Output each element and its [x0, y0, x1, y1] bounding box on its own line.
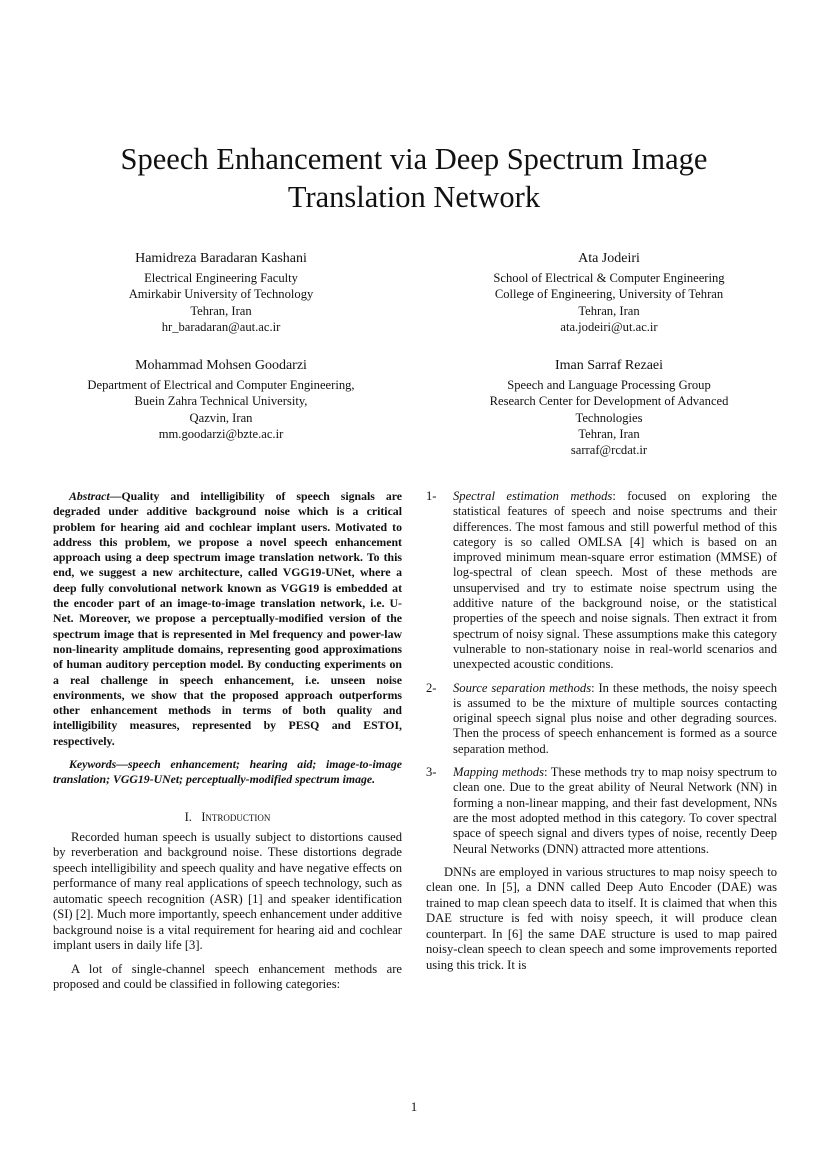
- author-affiliation: Speech and Language Processing Group: [507, 378, 711, 393]
- author-email: ata.jodeiri@ut.ac.ir: [560, 319, 658, 334]
- list-text: : focused on exploring the statistical features of speech and noise spectrums and their differences. The most famous and still powerful method of this category is so called OMLSA [4] which is based on an improved minimum mean-square error estimation (MMSE) of log-spectral of clean speech. Most of these methods are unsupervised and try to estimate noise spectrum using the additive nature of the background noise, or the statistical properties of the speech and noise signals. Then extract it from spectrum of noisy signal. These assumptions make this category vulnerable to non-stationary noise in real-world scenarios and unexpected acoustic conditions.: [453, 489, 777, 672]
- list-term: Source separation methods: [453, 680, 592, 695]
- author-affiliation: Tehran, Iran: [578, 426, 640, 441]
- author-affiliation: Tehran, Iran: [578, 303, 640, 318]
- list-item: [426, 681, 777, 757]
- page-number: 1: [410, 1099, 418, 1114]
- author-block-2: [440, 251, 778, 335]
- body-paragraph: DNNs are employed in various structures to map noisy speech to clean one. In [5], a DNN called Deep Auto Encoder (DAE) was trained to map clean speech data to itself. It is claimed that when this DAE structure is fed with noisy speech, it will produce clean counterpart. In [6] the same DAE structure is used to map paired noisy-clean speech to clean speech and some improvements reported using this trick. It is: [426, 864, 777, 972]
- abstract-body: —Quality and intelligibility of speech signals are degraded under additive background noise which is a critical problem for hearing aid and cochlear implant users. Motivated to address this problem, we propose a novel speech enhancement approach using a deep spectrum image translation network. To this end, we suggest a new architecture, called VGG19-UNet, where a deep fully convolutional network known as VGG19 is embedded at the encoder part of an image-to-image translation network, i.e. U-Net. Moreover, we propose a perceptually-modified version of the spectrum image that is represented in Mel frequency and power-law non-linearity amplitude domains, representing good approximations of human auditory perception model. By conducting experiments on a real challenge in speech enhancement, i.e. unseen noise environments, we show that the proposed approach outperforms other enhancement methods in terms of both quality and intelligibility measures, represented by PESQ and ESTOI, respectively.: [53, 489, 402, 748]
- section-title: Introduction: [201, 809, 271, 824]
- list-item: [426, 489, 777, 673]
- author-affiliation: Research Center for Development of Advanced: [489, 394, 729, 409]
- author-affiliation: Department of Electrical and Computer Engineering,: [87, 378, 355, 393]
- keywords: Keywords—speech enhancement; hearing aid; image-to-image translation; VGG19-UNet; perceptually-modified spectrum image.: [53, 757, 402, 787]
- list-number: 3-: [426, 765, 437, 780]
- right-column: [426, 489, 777, 973]
- author-email: mm.goodarzi@bzte.ac.ir: [158, 426, 284, 441]
- author-block-1: [52, 251, 390, 335]
- title-line-1: Speech Enhancement via Deep Spectrum Image: [120, 142, 708, 176]
- list-item: [426, 765, 777, 857]
- list-text: : These methods try to map noisy spectrum to clean one. Due to the great ability of Neural Network (NN) in forming a non-linear mapping, and their fast development, NNs are the most adopted method in this category. To cover spectral space of speech signal and divers types of noise, recently Deep Neural Networks (DNN) attracted more attentions.: [453, 765, 777, 856]
- list-term: Mapping methods: [453, 765, 544, 780]
- list-number: 2-: [426, 680, 437, 695]
- list-number: 1-: [426, 489, 437, 503]
- author-name: Hamidreza Baradaran Kashani: [135, 251, 307, 266]
- author-email: sarraf@rcdat.ir: [570, 443, 648, 458]
- list-term: Spectral estimation methods: [453, 489, 613, 503]
- list-text: : In these methods, the noisy speech is assumed to be the mixture of multiple sources contacting original speech signal plus noise and other degrading sources. Then the process of speech enhancement is formed as a source separation method.: [453, 680, 777, 756]
- author-affiliation: Qazvin, Iran: [189, 410, 253, 425]
- author-block-4: [440, 358, 778, 458]
- section-heading: [53, 810, 402, 825]
- intro-paragraph-1: Recorded human speech is usually subject to distortions caused by reverberation and background noise. These distortions degrade speech intelligibility and speech quality and have negative effects on performance of many real applications of speech technology, such as automatic speech recognition (ASR) [1] and speaker identification (SI) [2]. Much more importantly, speech enhancement under additive background noise is a vital requirement for hearing aid and cochlear implant users in daily life [3].: [53, 829, 402, 953]
- title-line-2: Translation Network: [287, 180, 541, 214]
- abstract: [53, 489, 402, 749]
- left-column: [53, 489, 402, 993]
- author-block-3: [52, 358, 390, 442]
- author-name: Iman Sarraf Rezaei: [554, 358, 664, 373]
- author-affiliation: Electrical Engineering Faculty: [144, 271, 298, 286]
- author-name: Ata Jodeiri: [578, 251, 640, 266]
- abstract-lead: Abstract: [69, 489, 110, 503]
- author-affiliation: Amirkabir University of Technology: [128, 287, 314, 302]
- section-number: I.: [184, 809, 192, 824]
- paper-title: [60, 140, 768, 216]
- author-affiliation: Buein Zahra Technical University,: [134, 394, 308, 409]
- author-affiliation: School of Electrical & Computer Engineering: [493, 271, 725, 286]
- author-affiliation: College of Engineering, University of Tehran: [494, 287, 724, 302]
- author-affiliation: Technologies: [575, 410, 643, 425]
- intro-paragraph-2: A lot of single-channel speech enhancement methods are proposed and could be classified in following categories:: [53, 961, 402, 992]
- author-email: hr_baradaran@aut.ac.ir: [161, 319, 281, 334]
- author-name: Mohammad Mohsen Goodarzi: [135, 358, 307, 373]
- author-affiliation: Tehran, Iran: [190, 303, 252, 318]
